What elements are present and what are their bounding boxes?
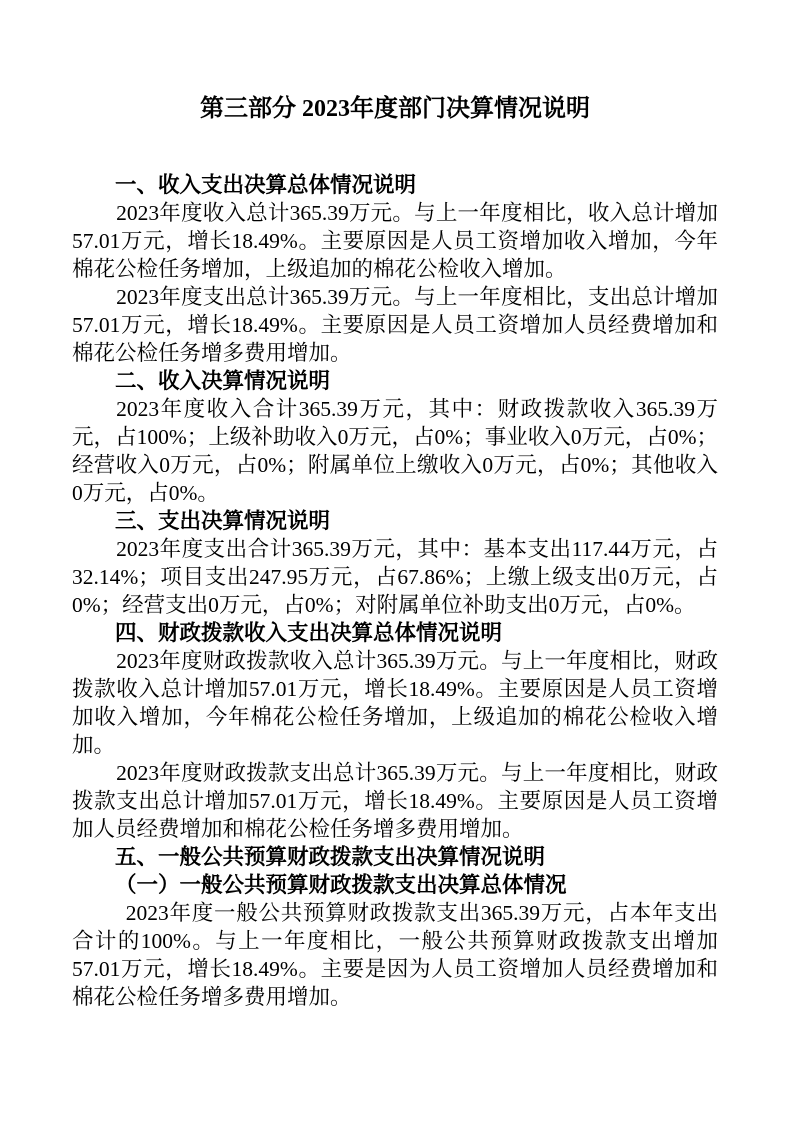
section-4-paragraph-2: 2023年度财政拨款支出总计365.39万元。与上一年度相比，财政拨款支出总计增加57.01万元，增长18.49%。主要原因是人员工资增加人员经费增加和棉花公检任务增多费用增加。 bbox=[72, 761, 718, 841]
section-1-heading: 一、收入支出决算总体情况说明 bbox=[115, 173, 417, 197]
section-1-paragraph-2: 2023年度支出总计365.39万元。与上一年度相比，支出总计增加57.01万元，增长18.49%。主要原因是人员工资增加人员经费增加和棉花公检任务增多费用增加。 bbox=[72, 285, 718, 365]
section-general-public-budget-expenditure bbox=[72, 843, 718, 1011]
section-5-subheading: （一）一般公共预算财政拨款支出决算总体情况 bbox=[115, 873, 567, 897]
document-title: 第三部分 2023年度部门决算情况说明 bbox=[200, 96, 590, 122]
section-expenditure-final-accounts bbox=[72, 507, 718, 619]
document-body bbox=[72, 171, 718, 1011]
section-2-heading: 二、收入决算情况说明 bbox=[115, 369, 331, 393]
section-2-paragraph-1: 2023年度收入合计365.39万元，其中：财政拨款收入365.39万元，占100%；上级补助收入0万元，占0%；事业收入0万元，占0%；经营收入0万元，占0%；附属单位上缴收入0万元，占0%；其他收入0万元，占0%。 bbox=[72, 397, 718, 505]
section-1-paragraph-1: 2023年度收入总计365.39万元。与上一年度相比，收入总计增加57.01万元，增长18.49%。主要原因是人员工资增加收入增加，今年棉花公检任务增加，上级追加的棉花公检收入增加。 bbox=[72, 201, 718, 281]
section-4-heading: 四、财政拨款收入支出决算总体情况说明 bbox=[115, 621, 503, 645]
section-income-expenditure-overview bbox=[72, 171, 718, 367]
section-income-final-accounts bbox=[72, 367, 718, 507]
section-3-paragraph-1: 2023年度支出合计365.39万元，其中：基本支出117.44万元，占32.14%；项目支出247.95万元，占67.86%；上缴上级支出0万元，占0%；经营支出0万元，占0%；对附属单位补助支出0万元，占0%。 bbox=[72, 537, 718, 617]
section-3-heading: 三、支出决算情况说明 bbox=[115, 509, 331, 533]
section-5-heading: 五、一般公共预算财政拨款支出决算情况说明 bbox=[115, 845, 546, 869]
section-fiscal-appropriation-overview bbox=[72, 619, 718, 843]
section-5-paragraph-1: 2023年度一般公共预算财政拨款支出365.39万元，占本年支出合计的100%。与上一年度相比，一般公共预算财政拨款支出增加57.01万元，增长18.49%。主要是因为人员工资增加人员经费增加和棉花公检任务增多费用增加。 bbox=[72, 901, 718, 1009]
section-4-paragraph-1: 2023年度财政拨款收入总计365.39万元。与上一年度相比，财政拨款收入总计增加57.01万元，增长18.49%。主要原因是人员工资增加收入增加，今年棉花公检任务增加，上级追加的棉花公检收入增加。 bbox=[72, 649, 718, 757]
